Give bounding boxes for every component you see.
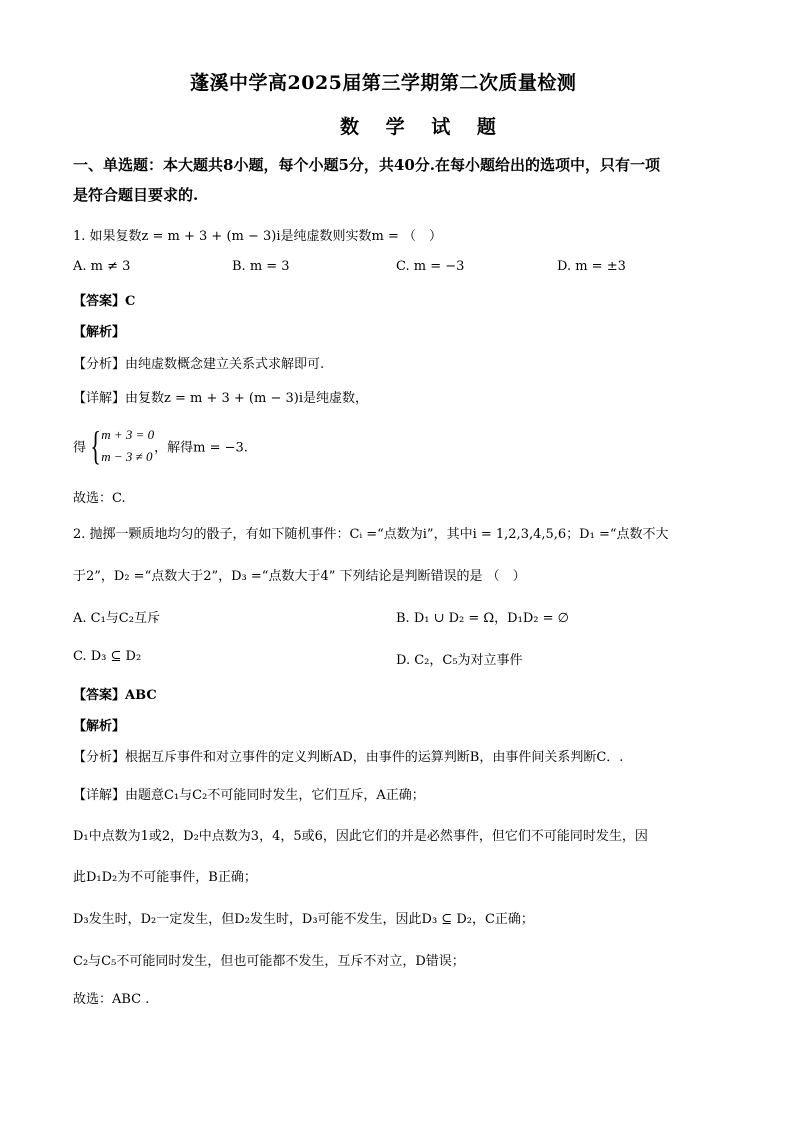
q1-choose: 故选：C. [73, 491, 126, 506]
q1-system [101, 424, 154, 468]
q1-answer: 【答案】C [73, 294, 136, 309]
q1-system-eq2: m − 3 ≠ 0 [101, 449, 153, 464]
q2-detail-2: D₁中点数为1或2，D₂中点数为3，4，5或6，因此它们的并是必然事件，但它们不可能同时发生，因 [73, 829, 648, 844]
q1-detail: 【详解】由复数z = m + 3 + (m − 3)i是纯虚数， [73, 391, 368, 406]
q2-detail-4: D₃发生时，D₂一定发生，但D₂发生时，D₃可能不发生，因此D₃ ⊆ D₂，C正确； [73, 912, 534, 927]
q2-detail-5: C₂与C₅不可能同时发生，但也可能都不发生，互斥不对立，D错误； [73, 954, 465, 969]
page-subtitle: 数 学 试 题 [340, 116, 506, 138]
q2-choose: 故选：ABC . [73, 992, 150, 1007]
q2-stem-line1: 2. 抛掷一颗质地均匀的骰子，有如下随机事件：Cᵢ =“点数为i”，其中i = 1,2,3,4,5,6；D₁ =“点数不大 [73, 527, 669, 542]
q2-option-c: C. D₃ ⊆ D₂ [73, 649, 142, 664]
q2-detail-3: 此D₁D₂为不可能事件，B正确； [73, 870, 257, 885]
q2-option-b: B. D₁ ∪ D₂ = Ω，D₁D₂ = ∅ [396, 611, 569, 626]
q1-system-eq1: m + 3 = 0 [101, 427, 155, 442]
section-heading-line2: 是符合题目要求的. [73, 186, 199, 204]
q1-option-b: B. m = 3 [232, 259, 290, 274]
q1-option-c: C. m = −3 [396, 259, 465, 274]
q2-detail-1: 【详解】由题意C₁与C₂不可能同时发生，它们互斥，A正确； [73, 788, 425, 803]
q1-de-prefix: 得 [73, 440, 87, 456]
section-heading-line1: 一、单选题：本大题共8小题，每个小题5分，共40分.在每小题给出的选项中，只有一项 [73, 156, 660, 174]
q2-stem-line2: 于2”，D₂ =“点数大于2”，D₃ =“点数大于4” 下列结论是判断错误的是 （ ） [73, 569, 526, 584]
q2-fenxi: 【分析】根据互斥事件和对立事件的定义判断AD，由事件的运算判断B，由事件间关系判断C．. [73, 750, 624, 765]
q2-option-a: A. C₁与C₂互斥 [73, 611, 160, 626]
q1-fenxi: 【分析】由纯虚数概念建立关系式求解即可. [73, 357, 325, 372]
q2-option-d: D. C₂，C₅为对立事件 [396, 653, 523, 668]
page-title: 蓬溪中学高2025届第三学期第二次质量检测 [190, 72, 577, 94]
q1-equation-system [73, 424, 248, 470]
q1-option-a: A. m ≠ 3 [73, 259, 131, 274]
q2-analysis-tag: 【解析】 [73, 719, 126, 734]
q1-stem: 1. 如果复数z = m + 3 + (m − 3)i是纯虚数则实数m = （ ） [73, 229, 442, 244]
q1-de-suffix: ，解得m = −3. [154, 440, 248, 456]
q1-option-d: D. m = ±3 [557, 259, 626, 274]
left-brace-icon: { [90, 423, 101, 468]
q1-analysis-tag: 【解析】 [73, 325, 126, 340]
q2-answer: 【答案】ABC [73, 688, 157, 703]
